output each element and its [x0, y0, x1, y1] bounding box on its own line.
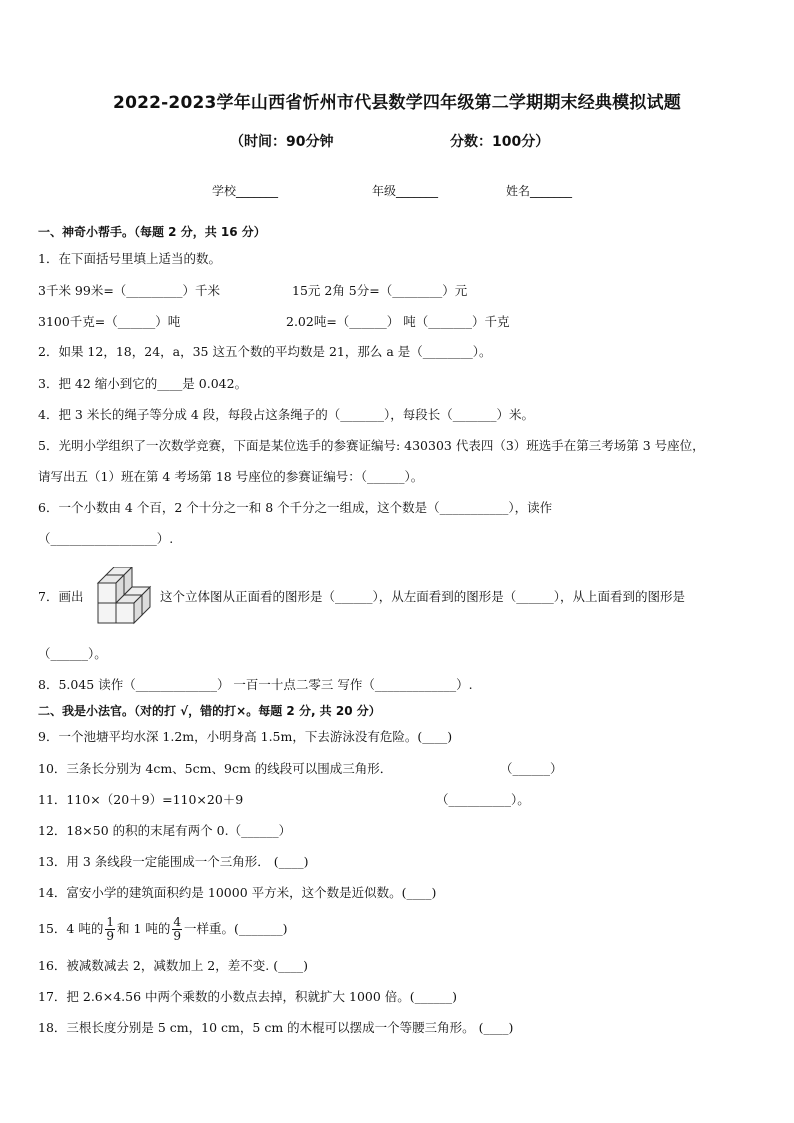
- question-12: 12．18×50 的积的末尾有两个 0.（______）: [38, 823, 292, 838]
- question-5-line-2: 请写出五（1）班在第 4 考场第 18 号座位的参赛证编号：（______）。: [38, 469, 424, 484]
- question-17: 17．把 2.6×4.56 中两个乘数的小数点去掉，积就扩大 1000 倍。(______): [38, 989, 458, 1004]
- question-11-blank: （__________）。: [436, 792, 530, 807]
- question-18: 18．三根长度分别是 5 cm，10 cm，5 cm 的木棍可以摆成一个等腰三角形。 (____): [38, 1020, 514, 1035]
- question-15-mid: 和 1 吨的: [116, 921, 171, 936]
- question-1c: 3100千克=（______）吨: [38, 314, 181, 329]
- fraction-one-ninth: [105, 916, 115, 943]
- fraction-1-numerator: 1: [106, 915, 114, 929]
- grade-field: 年级_______: [372, 184, 439, 198]
- question-14: 14．富安小学的建筑面积约是 10000 平方米，这个数是近似数。(____): [38, 885, 437, 900]
- total-score: 分数：100分）: [450, 134, 550, 150]
- question-4: 4．把 3 米长的绳子等分成 4 段，每段占这条绳子的（_______），每段长（_______）米。: [38, 407, 535, 422]
- question-10: 10．三条长分别为 4cm、5cm、9cm 的线段可以围成三角形．: [38, 761, 393, 776]
- name-field: 姓名_______: [506, 184, 573, 198]
- question-10-blank: （______）: [500, 761, 563, 776]
- question-1b: 15元 2角 5分=（________）元: [292, 283, 468, 298]
- question-3: 3．把 42 缩小到它的____是 0.042。: [38, 376, 248, 391]
- question-15-post: 一样重。(_______): [184, 921, 288, 936]
- section-2-heading: 二、我是小法官。（对的打 √，错的打×。每题 2 分, 共 20 分）: [38, 704, 381, 718]
- question-8: 8．5.045 读作（_____________） 一百一十点二零三 写作（_____________）.: [38, 677, 473, 692]
- question-2: 2．如果 12，18，24，a，35 这五个数的平均数是 21，那么 a 是（________）。: [38, 344, 492, 359]
- question-6-line-1: 6．一个小数由 4 个百，2 个十分之一和 8 个千分之一组成，这个数是（___________），读作: [38, 500, 553, 515]
- question-16: 16．被减数减去 2，减数加上 2，差不变. (____): [38, 958, 308, 973]
- question-7-label: 7．画出: [38, 589, 84, 604]
- section-1-heading: 一、神奇小帮手。（每题 2 分，共 16 分）: [38, 225, 266, 239]
- question-9: 9．一个池塘平均水深 1.2m，小明身高 1.5m，下去游泳没有危险。(____): [38, 729, 453, 744]
- school-field: 学校_______: [212, 184, 279, 198]
- time-limit: （时间：90分钟: [230, 134, 334, 150]
- fraction-1-denominator: 9: [106, 929, 114, 943]
- cube-figure: [96, 567, 152, 625]
- question-7-tail: （______）。: [38, 646, 107, 661]
- question-5-line-1: 5．光明小学组织了一次数学竞赛，下面是某位选手的参赛证编号: 430303 代表四（3）班选手在第三考场第 3 号座位，: [38, 438, 705, 453]
- question-6-line-2: （_________________）.: [38, 531, 174, 546]
- question-1d: 2.02吨=（______） 吨（_______）千克: [286, 314, 510, 329]
- fraction-2-denominator: 9: [173, 929, 182, 943]
- question-1: 1．在下面括号里填上适当的数。: [38, 251, 221, 266]
- question-11: 11．110×（20＋9）=110×20＋9: [38, 792, 244, 807]
- question-13: 13．用 3 条线段一定能围成一个三角形． (____): [38, 854, 309, 869]
- question-15: [38, 913, 288, 945]
- fraction-2-numerator: 4: [173, 915, 182, 929]
- fraction-four-ninths: [172, 916, 182, 943]
- page-title: 2022-2023学年山西省忻州市代县数学四年级第二学期期末经典模拟试题: [113, 93, 681, 113]
- question-15-pre: 15．4 吨的: [38, 921, 104, 936]
- question-1a: 3千米 99米=（_________）千米: [38, 283, 221, 298]
- question-7-text: 这个立体图从正面看的图形是（______），从左面看到的图形是（______），从上面看到的图形是: [160, 589, 686, 604]
